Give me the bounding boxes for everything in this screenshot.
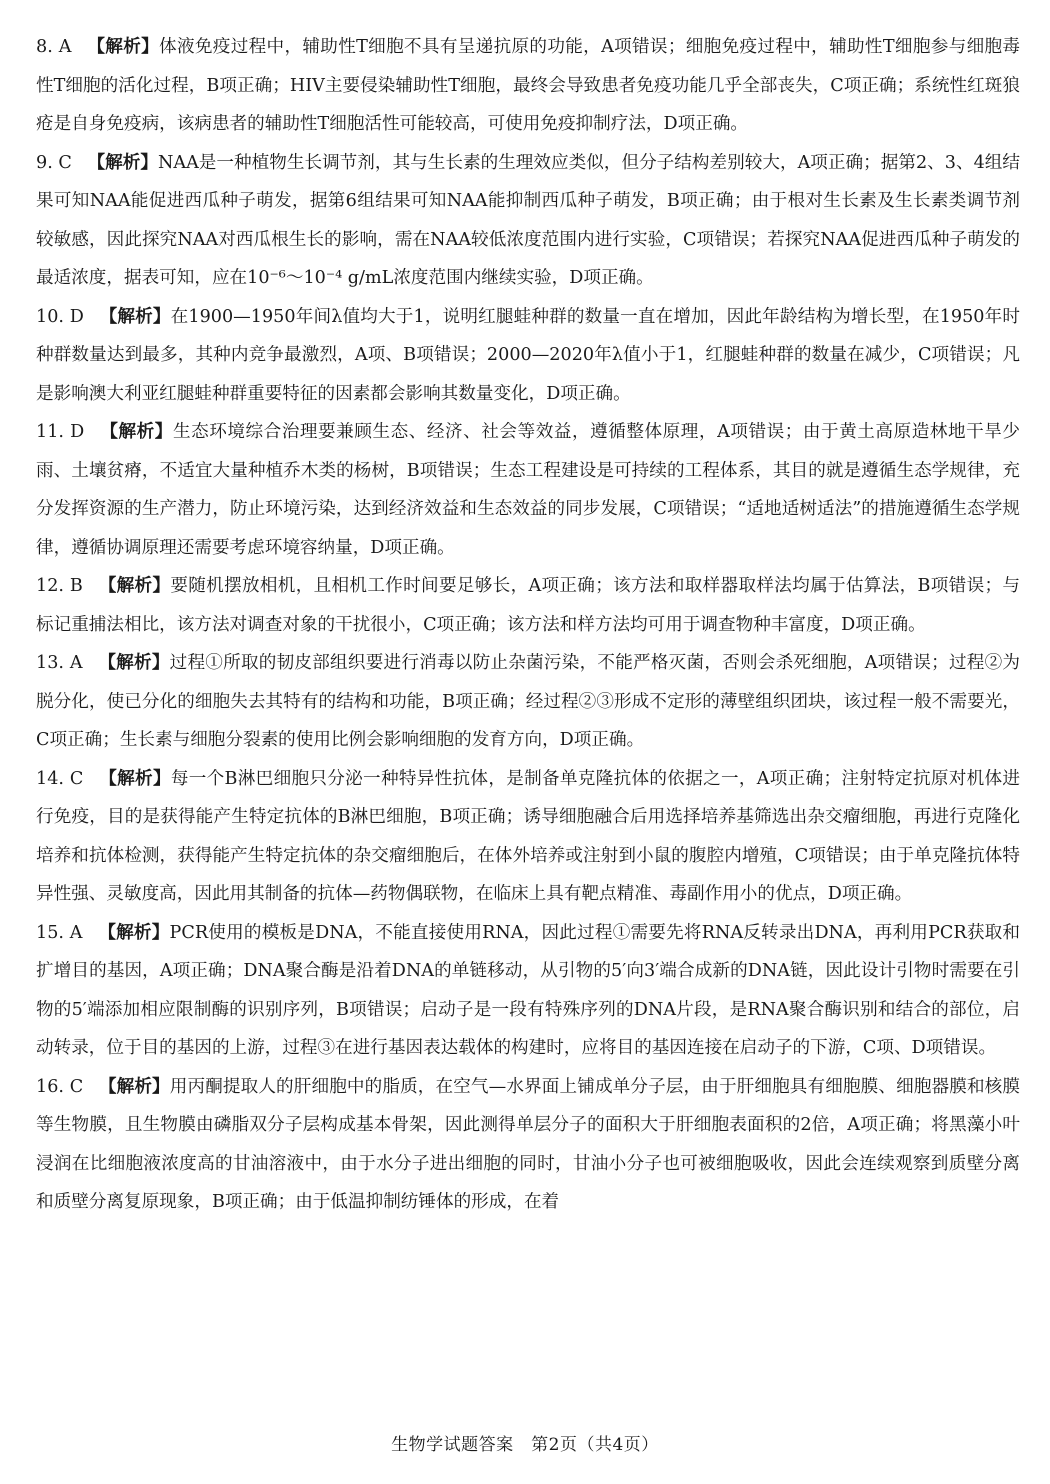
- item-answer: A: [69, 922, 83, 943]
- item-number: 11.: [36, 422, 64, 442]
- item-answer: A: [58, 37, 72, 57]
- item-answer: C: [69, 1076, 84, 1097]
- item-explanation: 过程①所取的韧皮部组织要进行消毒以防止杂菌污染，不能严格灭菌，否则会杀死细胞，A项错误；过程②为脱分化，使已分化的细胞失去其特有的结构和功能，B项正确；经过程②③形成不定形的薄壁组织团块，该过程一般不需要光，C项正确；生长素与细胞分裂素的使用比例会影响细胞的发育方向，D项正确。: [36, 653, 1020, 750]
- answer-item-16: [36, 1068, 1020, 1222]
- answer-item-15: [36, 914, 1020, 1068]
- answer-item-9: [36, 144, 1020, 298]
- answer-item-12: [36, 567, 1020, 644]
- analysis-tag: 【解析】: [99, 767, 171, 789]
- analysis-tag: 【解析】: [98, 921, 170, 943]
- item-number: 8.: [36, 37, 53, 57]
- analysis-tag: 【解析】: [100, 421, 173, 442]
- analysis-tag: 【解析】: [98, 652, 170, 673]
- answer-item-11: [36, 413, 1020, 567]
- item-number: 10.: [36, 306, 64, 327]
- item-explanation: 要随机摆放相机，且相机工作时间要足够长，A项正确；该方法和取样器取样法均属于估算法，B项错误；与标记重捕法相比，该方法对调查对象的干扰很小，C项正确；该方法和样方法均可用于调查物种丰富度，D项正确。: [36, 576, 1020, 635]
- item-number: 16.: [36, 1076, 64, 1097]
- answer-item-14: [36, 760, 1020, 914]
- item-explanation: 在1900—1950年间λ值均大于1，说明红腿蛙种群的数量一直在增加，因此年龄结构为增长型，在1950年时种群数量达到最多，其种内竞争最激烈，A项、B项错误；2000—2020年λ值小于1，红腿蛙种群的数量在减少，C项错误；凡是影响澳大利亚红腿蛙种群重要特征的因素都会影响其数量变化，D项正确。: [36, 306, 1020, 404]
- item-explanation: 体液免疫过程中，辅助性T细胞不具有呈递抗原的功能，A项错误；细胞免疫过程中，辅助性T细胞参与细胞毒性T细胞的活化过程，B项正确；HIV主要侵染辅助性T细胞，最终会导致患者免疫功能几乎全部丧失，C项正确；系统性红斑狼疮是自身免疫病，该病患者的辅助性T细胞活性可能较高，可使用免疫抑制疗法，D项正确。: [36, 37, 1020, 134]
- analysis-tag: 【解析】: [87, 36, 160, 57]
- answer-list: [36, 28, 1020, 1222]
- item-answer: D: [70, 422, 85, 442]
- item-answer: D: [69, 306, 84, 327]
- analysis-tag: 【解析】: [99, 305, 171, 327]
- analysis-tag: 【解析】: [87, 151, 158, 173]
- item-answer: C: [58, 152, 72, 173]
- answer-item-13: [36, 644, 1020, 760]
- item-number: 13.: [36, 653, 64, 673]
- item-explanation: 生态环境综合治理要兼顾生态、经济、社会等效益，遵循整体原理，A项错误；由于黄土高原造林地干旱少雨、土壤贫瘠，不适宜大量种植乔木类的杨树，B项错误；生态工程建设是可持续的工程体系，其目的就是遵循生态学规律，充分发挥资源的生产潜力，防止环境污染，达到经济效益和生态效益的同步发展，C项错误；“适地适树适法”的措施遵循生态学规律，遵循协调原理还需要考虑环境容纳量，D项正确。: [36, 422, 1020, 558]
- item-number: 12.: [36, 576, 64, 596]
- item-answer: B: [69, 576, 83, 596]
- page-footer: 生物学试题答案 第2页（共4页）: [391, 1435, 659, 1455]
- item-number: 15.: [36, 922, 64, 943]
- answer-item-10: [36, 298, 1020, 414]
- answer-item-8: [36, 28, 1020, 144]
- item-explanation: NAA是一种植物生长调节剂，其与生长素的生理效应类似，但分子结构差别较大，A项正确；据第2、3、4组结果可知NAA能促进西瓜种子萌发，据第6组结果可知NAA能抑制西瓜种子萌发，B项正确；由于根对生长素及生长素类调节剂较敏感，因此探究NAA对西瓜根生长的影响，需在NAA较低浓度范围内进行实验，C项错误；若探究NAA促进西瓜种子萌发的最适浓度，据表可知，应在10⁻⁶～10⁻⁴ g/mL浓度范围内继续实验，D项正确。: [36, 152, 1021, 288]
- item-explanation: 每一个B淋巴细胞只分泌一种特异性抗体，是制备单克隆抗体的依据之一，A项正确；注射特定抗原对机体进行免疫，目的是获得能产生特定抗体的B淋巴细胞，B项正确；诱导细胞融合后用选择培养基筛选出杂交瘤细胞，再进行克隆化培养和抗体检测，获得能产生特定抗体的杂交瘤细胞后，在体外培养或注射到小鼠的腹腔内增殖，C项错误；由于单克隆抗体特异性强、灵敏度高，因此用其制备的抗体—药物偶联物，在临床上具有靶点精准、毒副作用小的优点，D项正确。: [36, 768, 1021, 904]
- item-number: 14.: [36, 768, 64, 789]
- item-explanation: 用丙酮提取人的肝细胞中的脂质，在空气—水界面上铺成单分子层，由于肝细胞具有细胞膜、细胞器膜和核膜等生物膜，且生物膜由磷脂双分子层构成基本骨架，因此测得单层分子的面积大于肝细胞表面积的2倍，A项正确；将黑藻小叶浸润在比细胞液浓度高的甘油溶液中，由于水分子进出细胞的同时，甘油小分子也可被细胞吸收，因此会连续观察到质壁分离和质壁分离复原现象，B项正确；由于低温抑制纺锤体的形成，在着: [36, 1076, 1020, 1212]
- analysis-tag: 【解析】: [98, 1075, 170, 1097]
- item-number: 9.: [36, 152, 53, 173]
- analysis-tag: 【解析】: [98, 575, 171, 596]
- item-answer: C: [69, 768, 84, 789]
- item-explanation: PCR使用的模板是DNA，不能直接使用RNA，因此过程①需要先将RNA反转录出DNA，再利用PCR获取和扩增目的基因，A项正确；DNA聚合酶是沿着DNA的单链移动，从引物的5′向3′端合成新的DNA链，因此设计引物时需要在引物的5′端添加相应限制酶的识别序列，B项错误；启动子是一段有特殊序列的DNA片段，是RNA聚合酶识别和结合的部位，启动转录，位于目的基因的上游，过程③在进行基因表达载体的构建时，应将目的基因连接在启动子的下游，C项、D项错误。: [36, 922, 1021, 1058]
- item-answer: A: [69, 653, 83, 673]
